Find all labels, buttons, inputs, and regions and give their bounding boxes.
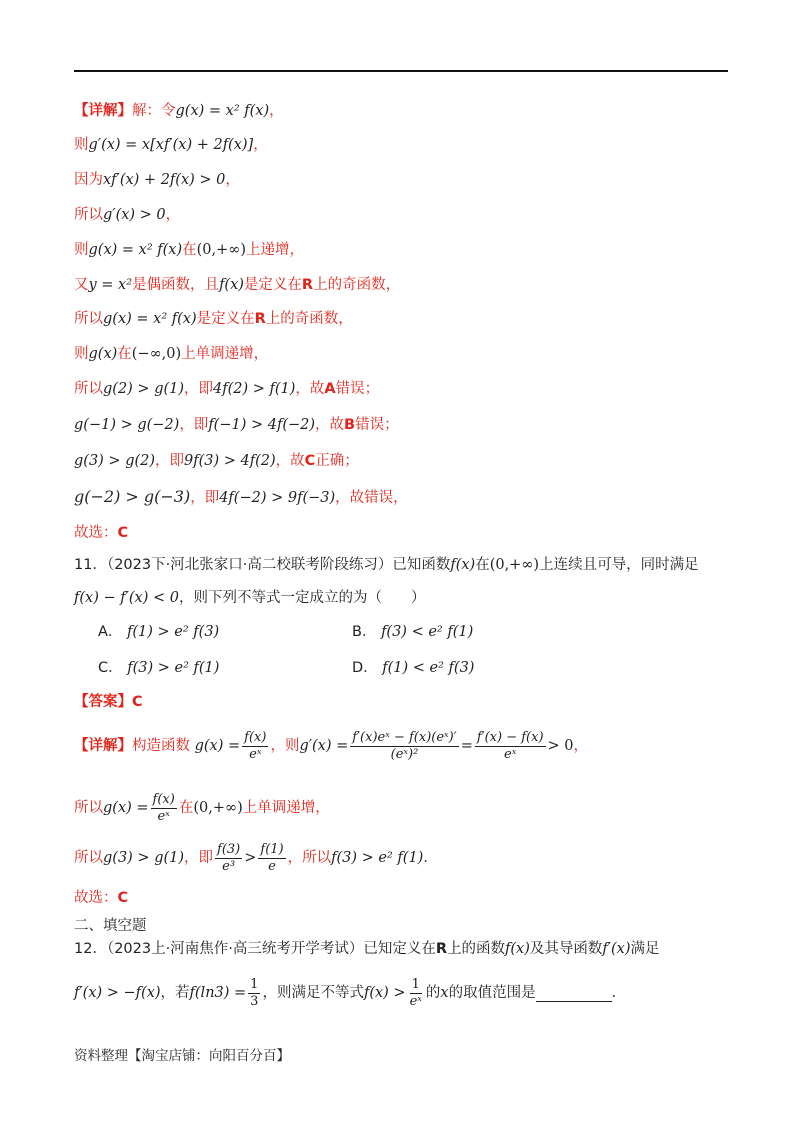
solution-line-8: 则g(x)在(−∞,0)上单调递增，	[74, 346, 269, 362]
q11-option-c: C． f(3) > e² f(1)	[98, 660, 220, 676]
answer-blank[interactable]	[536, 985, 612, 1002]
solution-line-5: 则g(x) = x² f(x)在(0,+∞)上递增，	[74, 242, 304, 258]
q11-option-d: D． f(1) < e² f(3)	[352, 660, 475, 676]
solution-line-12: g(−2) > g(−3)，即4f(−2) > 9f(−3)，故错误，	[74, 487, 408, 506]
q12-stem-line-1: 12．（2023上·河南焦作·高三统考开学考试）已知定义在R上的函数f(x)及其导函数f′(x)满足	[74, 941, 660, 957]
q11-detail-line-1: 【详解】构造函数 g(x) = $\frac{f(x)}{\text{eˣ}}$ ，则g′(x) = $\frac{\text{f′(x)eˣ − f(x)(eˣ)′}}{\text{(eˣ)²}}$ = $\frac{f'(x) - f(x)}{\text{eˣ}}$ > 0，	[74, 729, 589, 762]
solution-line-9: 所以g(2) > g(1)，即4f(2) > f(1)，故A错误；	[74, 381, 380, 397]
fraction: $\frac{f'(x) - f(x)}{\text{eˣ}}$	[476, 729, 544, 762]
q12-number: 12．	[74, 941, 107, 957]
solution-answer-line: 故选：C	[74, 525, 129, 541]
solution-line-6: 又y = x²是偶函数，且f(x)是定义在R上的奇函数，	[74, 277, 401, 293]
q11-stem-line-2: f(x) − f′(x) < 0，则下列不等式一定成立的为（ ）	[74, 590, 426, 606]
solution-line-2: 则g′(x) = x[xf′(x) + 2f(x)]，	[74, 137, 268, 153]
solution-line-4: 所以g′(x) > 0，	[74, 207, 181, 223]
solution-line-1: 【详解】解：令g(x) = x² f(x)，	[74, 103, 284, 119]
q11-detail-line-2: 所以g(x) = $\frac{f(x)}{\text{eˣ}}$ 在(0,+∞)上单调递增，	[74, 791, 330, 824]
footer-note: 资料整理【淘宝店铺：向阳百分百】	[74, 1048, 290, 1064]
q11-number: 11．	[74, 557, 107, 573]
fraction: $\frac{\text{f′(x)eˣ − f(x)(eˣ)′}}{\text{(eˣ)²}}$	[352, 729, 457, 762]
solution-line-7: 所以g(x) = x² f(x)是定义在R上的奇函数，	[74, 311, 353, 327]
fraction: $\frac{f(3)}{\text{e³}}$	[217, 841, 241, 874]
fraction: $\frac{f(x)}{\text{eˣ}}$	[244, 729, 267, 762]
header-rule	[74, 70, 728, 72]
fraction: $\frac{1}{\text{eˣ}}$	[409, 976, 422, 1009]
q11-detail-line-3: 所以g(3) > g(1)，即 $\frac{f(3)}{\text{e³}}$ > $\frac{f(1)}{e}$ ，所以f(3) > e² f(1)．	[74, 841, 438, 874]
q11-answer: 【答案】C	[74, 694, 143, 710]
solution-line-10: g(−1) > g(−2)，即f(−1) > 4f(−2)，故B错误；	[74, 417, 399, 433]
q11-detail-answer: 故选：C	[74, 890, 129, 906]
fraction: $\frac{f(x)}{\text{eˣ}}$	[152, 791, 175, 824]
q11-stem-line-1: 11．（2023下·河北张家口·高二校联考阶段练习）已知函数f(x)在(0,+∞)上连续且可导，同时满足	[74, 557, 699, 573]
q11-option-b: B． f(3) < e² f(1)	[352, 624, 474, 640]
solution-line-3: 因为xf′(x) + 2f(x) > 0，	[74, 172, 240, 188]
fraction: $\frac{1}{3}$	[250, 976, 259, 1009]
section-heading: 二、填空题	[74, 918, 147, 934]
q11-option-a: A． f(1) > e² f(3)	[98, 624, 220, 640]
q12-stem-line-2: f′(x) > −f(x)，若f(ln3) = $\frac{1}{3}$ ，则满足不等式f(x) > $\frac{1}{\text{eˣ}}$ 的x的取值范围是 ．	[74, 976, 627, 1009]
solution-line-11: g(3) > g(2)，即9f(3) > 4f(2)，故C正确；	[74, 453, 359, 469]
detail-tag: 【详解】	[74, 103, 132, 119]
fraction: $\frac{f(1)}{e}$	[260, 841, 284, 874]
